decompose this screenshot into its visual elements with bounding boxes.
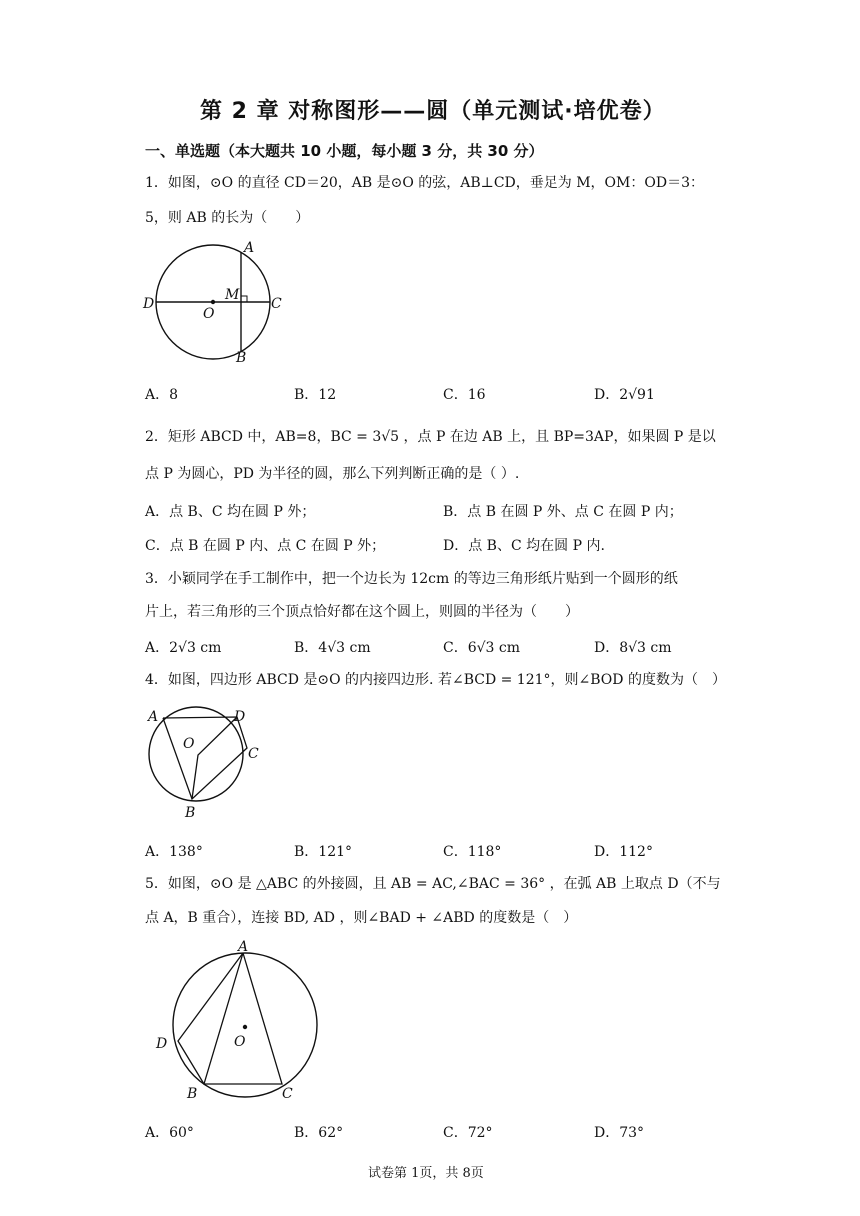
q4-option-b: B．121°	[294, 844, 353, 860]
q2-option-b: B．点 B 在圆 P 外、点 C 在圆 P 内；	[443, 504, 683, 520]
page-title: 第 2 章 对称图形——圆（单元测试·培优卷）	[200, 99, 666, 124]
q5-label-c: C	[282, 1086, 293, 1102]
q5-option-a: A．60°	[145, 1125, 194, 1141]
q5-text-line1: 5．如图，⊙O 是 △ABC 的外接圆，且 AB = AC,∠BAC = 36° ，在弧 AB 上取点 D（不与	[145, 876, 721, 892]
q4-option-d: D．112°	[594, 844, 653, 860]
q4-label-c: C	[248, 746, 259, 762]
q4-label-b: B	[185, 805, 196, 821]
q4-circle-figure	[140, 703, 270, 825]
section-heading: 一、单选题（本大题共 10 小题，每小题 3 分，共 30 分）	[145, 142, 544, 160]
q1-label-a: A	[244, 240, 255, 256]
q2-text-line2: 点 P 为圆心，PD 为半径的圆，那么下列判断正确的是（ ）.	[145, 466, 520, 482]
q1-label-b: B	[236, 350, 247, 366]
q5-circle-figure	[150, 938, 320, 1104]
q3-text-line1: 3．小颖同学在手工制作中，把一个边长为 12cm 的等边三角形纸片贴到一个圆形的纸	[145, 571, 678, 587]
q4-label-o: O	[183, 736, 195, 752]
q5-label-d: D	[156, 1036, 168, 1052]
q1-option-c: C．16	[443, 387, 486, 403]
q4-label-d: D	[234, 709, 246, 725]
q1-label-c: C	[271, 296, 282, 312]
q5-text-line2: 点 A，B 重合），连接 BD, AD ，则∠BAD + ∠ABD 的度数是（ ）	[145, 910, 578, 926]
q3-option-d: D．8√3 cm	[594, 640, 672, 656]
q4-label-a: A	[148, 709, 159, 725]
q2-option-c: C．点 B 在圆 P 内、点 C 在圆 P 外；	[145, 538, 386, 554]
q2-option-d: D．点 B、C 均在圆 P 内.	[443, 538, 605, 554]
q3-option-b: B．4√3 cm	[294, 640, 371, 656]
q5-option-b: B．62°	[294, 1125, 344, 1141]
q5-label-b: B	[187, 1086, 198, 1102]
q1-label-m: M	[225, 287, 240, 303]
q1-option-d: D．2√91	[594, 387, 655, 403]
q4-option-a: A．138°	[145, 844, 203, 860]
q2-text-line1: 2．矩形 ABCD 中，AB=8，BC = 3√5 ，点 P 在边 AB 上，且 BP=3AP，如果圆 P 是以	[145, 429, 716, 445]
q5-option-d: D．73°	[594, 1125, 645, 1141]
q1-option-a: A．8	[145, 387, 179, 403]
q4-option-c: C．118°	[443, 844, 502, 860]
q1-option-b: B．12	[294, 387, 337, 403]
q1-label-o: O	[203, 306, 215, 322]
q4-text-line1: 4．如图，四边形 ABCD 是⊙O 的内接四边形. 若∠BCD = 121°，则∠BOD 的度数为（ ）	[145, 672, 726, 688]
q1-text-line2: 5，则 AB 的长为（ ）	[145, 210, 310, 226]
q1-label-d: D	[143, 296, 155, 312]
q5-label-a: A	[238, 939, 249, 955]
q3-option-c: C．6√3 cm	[443, 640, 521, 656]
q5-option-c: C．72°	[443, 1125, 493, 1141]
q1-text-line1: 1．如图，⊙O 的直径 CD＝20，AB 是⊙O 的弦，AB⊥CD，垂足为 M，OM：OD＝3：	[145, 175, 704, 191]
q1-circle-figure	[140, 238, 300, 368]
q5-label-o: O	[234, 1034, 246, 1050]
q2-option-a: A．点 B、C 均在圆 P 外；	[145, 504, 316, 520]
q3-text-line2: 片上，若三角形的三个顶点恰好都在这个圆上，则圆的半径为（ ）	[145, 604, 579, 620]
q3-option-a: A．2√3 cm	[145, 640, 222, 656]
page-footer: 试卷第 1页，共 8页	[368, 1166, 484, 1181]
